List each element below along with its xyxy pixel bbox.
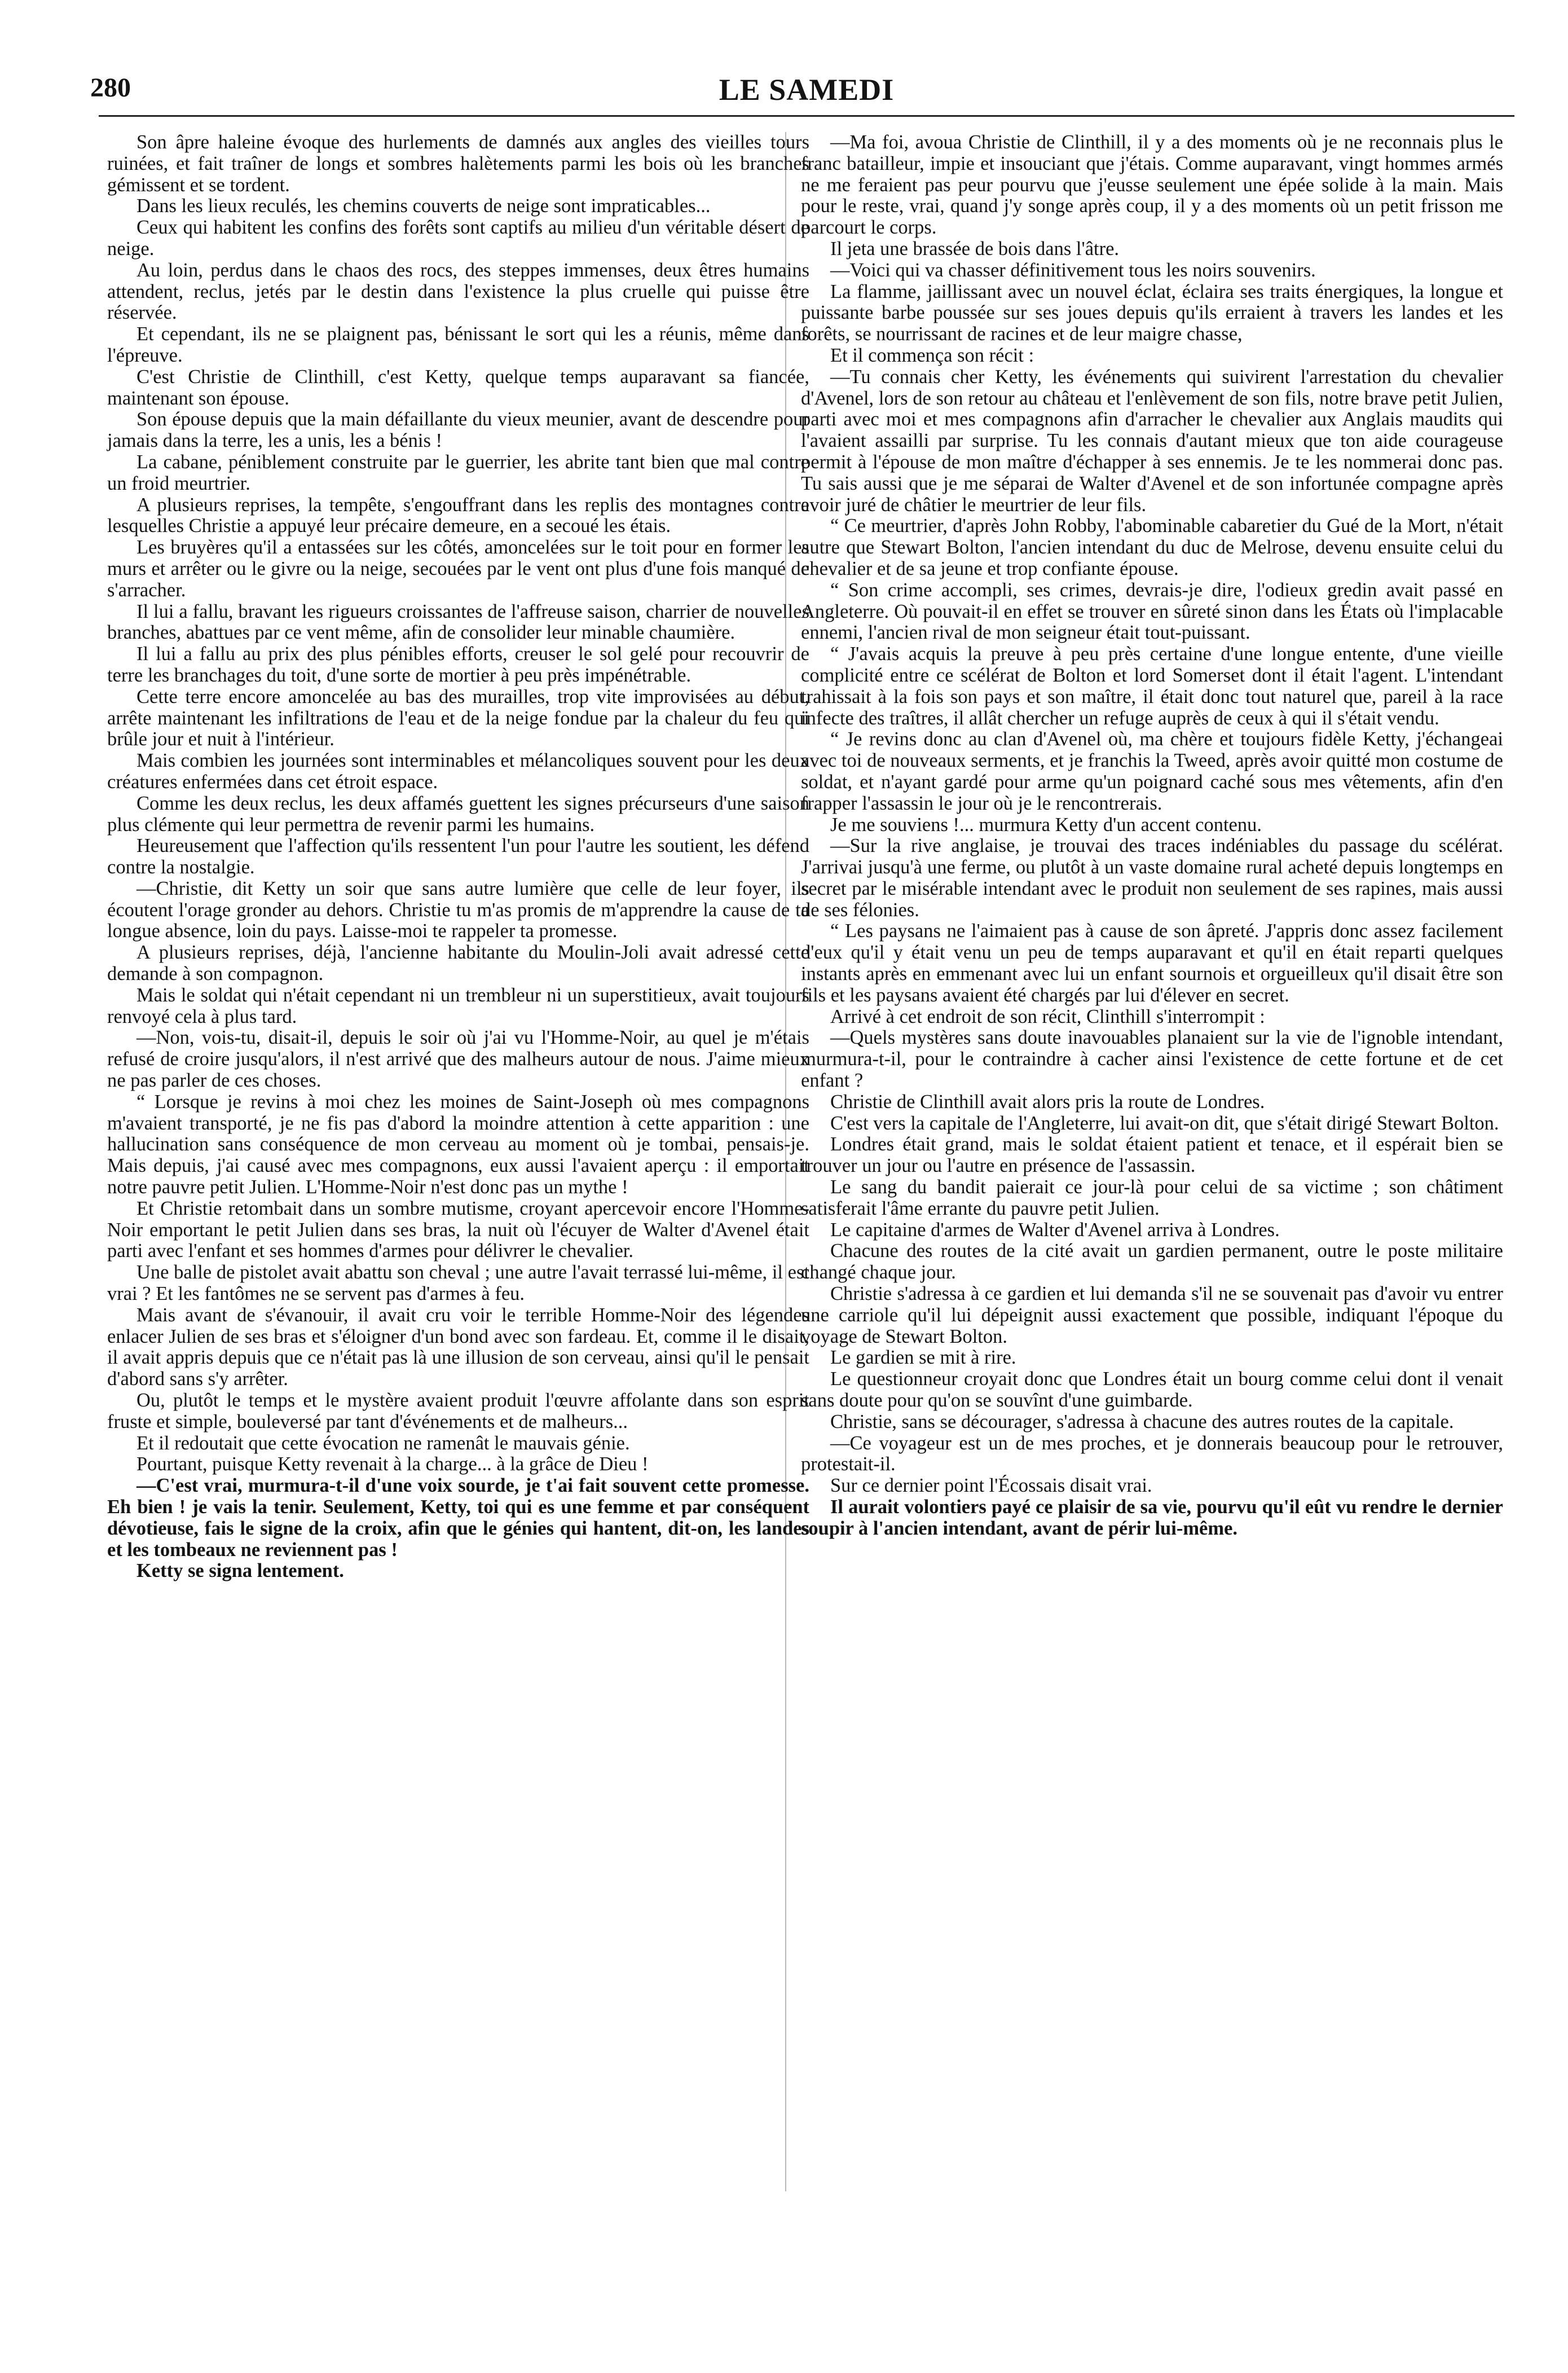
paragraph: Cette terre encore amoncelée au bas des murailles, trop vite improvisées au début, arrête maintenant les infiltrations de l'eau et de la neige fondue par la chaleur du feu qui brûle jour et nuit à l'intérieur. (107, 685, 809, 750)
paragraph: “ Ce meurtrier, d'après John Robby, l'abominable cabaretier du Gué de la Mort, n'était autre que Stewart Bolton, l'ancien intendant du duc de Melrose, devenu ensuite celui du chevalier et de sa jeune et trop confiante épouse. (801, 515, 1503, 579)
paragraph: Son âpre haleine évoque des hurlements de damnés aux angles des vieilles tours ruinées, et fait traîner de longs et sombres halètements parmi les bois où les branches gémissent et se tordent. (107, 131, 809, 196)
paragraph: La cabane, péniblement construite par le guerrier, les abrite tant bien que mal contre un froid meurtrier. (107, 451, 809, 494)
paragraph: Dans les lieux reculés, les chemins couverts de neige sont impraticables... (136, 195, 711, 217)
paragraph: —Ce voyageur est un de mes proches, et je donnerais beaucoup pour le retrouver, protestait-il. (801, 1432, 1503, 1475)
paragraph: Christie de Clinthill avait alors pris la route de Londres. (830, 1091, 1265, 1113)
paragraph: Pourtant, puisque Ketty revenait à la charge... à la grâce de Dieu ! (136, 1453, 649, 1475)
paragraph: Je me souviens !... murmura Ketty d'un accent contenu. (830, 814, 1262, 836)
paragraph: Ceux qui habitent les confins des forêts sont captifs au milieu d'un véritable désert de neige. (107, 217, 809, 260)
paragraph: —Ma foi, avoua Christie de Clinthill, il y a des moments où je ne reconnais plus le franc batailleur, impie et insouciant que j'étais. Comme auparavant, vingt hommes armés ne me feraient pas peur pourvu que j'eusse seulement une épée solide à la main. Mais pour le reste, vrai, quand j'y songe après coup, il y a des moments où un petit frisson me parcourt le corps. (801, 131, 1503, 239)
paragraph: Il lui a fallu, bravant les rigueurs croissantes de l'affreuse saison, charrier de nouvelles branches, abattues par ce vent même, afin de consolider leur minable chaumière. (107, 600, 809, 644)
paragraph: Les bruyères qu'il a entassées sur les côtés, amoncelées sur le toit pour en former les murs et arrêter ou le givre ou la neige, secouées par le vent ont plus d'une fois manqué de s'arracher. (107, 537, 809, 601)
paragraph: Au loin, perdus dans le chaos des rocs, des steppes immenses, deux êtres humains attendent, reclus, jetés par le destin dans l'existence la plus cruelle qui puisse être réservée. (107, 259, 809, 324)
paragraph: —Sur la rive anglaise, je trouvai des traces indéniables du passage du scélérat. J'arrivai jusqu'à une ferme, ou plutôt à un vaste domaine rural acheté depuis longtemps en secret par le misérable intendant avec le produit non seulement de ses rapines, mais aussi de ses félonies. (801, 835, 1503, 921)
journal-title: LE SAMEDI (719, 73, 895, 107)
right-column (801, 132, 1503, 1540)
paragraph: —Quels mystères sans doute inavouables planaient sur la vie de l'ignoble intendant, murmura-t-il, pour le contraindre à cacher ainsi l'existence de cette fortune et de cet enfant ? (801, 1027, 1503, 1092)
paragraph: Une balle de pistolet avait abattu son cheval ; une autre l'avait terrassé lui-même, il est vrai ? Et les fantômes ne se servent pas d'armes à feu. (107, 1262, 809, 1305)
paragraph: Il lui a fallu au prix des plus pénibles efforts, creuser le sol gelé pour recouvrir de terre les branchages du toit, d'une sorte de mortier à peu près impénétrable. (107, 643, 809, 686)
paragraph: —C'est vrai, murmura-t-il d'une voix sourde, je t'ai fait souvent cette promesse. Eh bien ! je vais la tenir. Seulement, Ketty, toi qui es une femme et par conséquent dévotieuse, fais le signe de la croix, afin que le génies qui hantent, dit-on, les landes et les tombeaux ne reviennent pas ! (107, 1475, 809, 1561)
paragraph: Mais le soldat qui n'était cependant ni un trembleur ni un superstitieux, avait toujours renvoyé cela à plus tard. (107, 984, 809, 1027)
paragraph: La flamme, jaillissant avec un nouvel éclat, éclaira ses traits énergiques, la longue et puissante barbe poussée sur ses joues depuis qu'ils erraient à travers les landes et les forêts, se nourrissant de racines et de leur maigre chasse, (801, 280, 1503, 345)
paragraph: A plusieurs reprises, déjà, l'ancienne habitante du Moulin-Joli avait adressé cette demande à son compagnon. (107, 942, 809, 985)
paragraph: Chacune des routes de la cité avait un gardien permanent, outre le poste militaire changé chaque jour. (801, 1240, 1503, 1284)
paragraph: C'est Christie de Clinthill, c'est Ketty, quelque temps auparavant sa fiancée, maintenant son épouse. (107, 366, 809, 409)
paragraph: Le gardien se mit à rire. (830, 1347, 1016, 1369)
paragraph: Le sang du bandit paierait ce jour-là pour celui de sa victime ; son châtiment satisferait l'âme errante du pauvre petit Julien. (801, 1176, 1503, 1219)
paragraph: Ketty se signa lentement. (136, 1560, 344, 1582)
paragraph: —Tu connais cher Ketty, les événements qui suivirent l'arrestation du chevalier d'Avenel, lors de son retour au château et l'enlèvement de son fils, notre brave petit Julien, parti avec moi et mes compagnons afin d'arracher le chevalier aux Anglais maudits qui l'avaient assailli par surprise. Tu les connais d'autant mieux que ton aide courageuse permit à l'épouse de mon maître d'échapper à ses ennemis. Je te les nommerai donc pas. Tu sais aussi que je me séparai de Walter d'Avenel et de son infortunée compagne après avoir juré de châtier le meurtrier de leur fils. (801, 366, 1503, 516)
paragraph: Et Christie retombait dans un sombre mutisme, croyant apercevoir encore l'Homme-Noir emportant le petit Julien dans ses bras, la nuit où l'écuyer de Walter d'Avenel était parti avec l'enfant et ses hommes d'armes pour délivrer le chevalier. (107, 1197, 809, 1262)
paragraph: C'est vers la capitale de l'Angleterre, lui avait-on dit, que s'était dirigé Stewart Bolton. (830, 1112, 1499, 1134)
paragraph: Comme les deux reclus, les deux affamés guettent les signes précurseurs d'une saison plus clémente qui leur permettra de revenir parmi les humains. (107, 792, 809, 836)
paragraph: Arrivé à cet endroit de son récit, Clinthill s'interrompit : (830, 1005, 1265, 1027)
paragraph: Christie s'adressa à ce gardien et lui demanda s'il ne se souvenait pas d'avoir vu entrer une carriole qu'il lui dépeignit aussi exactement que possible, indiquant l'époque du voyage de Stewart Bolton. (801, 1283, 1503, 1347)
paragraph: Et il redoutait que cette évocation ne ramenât le mauvais génie. (136, 1432, 630, 1454)
paragraph: Christie, sans se décourager, s'adressa à chacune des autres routes de la capitale. (830, 1410, 1454, 1432)
paragraph: Ou, plutôt le temps et le mystère avaient produit l'œuvre affolante dans son esprit fruste et simple, bouleversé par tant d'événements et de malheurs... (107, 1390, 809, 1432)
paragraph: Et il commença son récit : (830, 344, 1034, 366)
paragraph: —Non, vois-tu, disait-il, depuis le soir où j'ai vu l'Homme-Noir, au quel je m'étais refusé de croire jusqu'alors, il n'est arrivé que des malheurs autour de nous. J'aime mieux ne pas parler de ces choses. (107, 1027, 809, 1092)
paragraph: Le capitaine d'armes de Walter d'Avenel arriva à Londres. (830, 1219, 1280, 1241)
paragraph: “ Les paysans ne l'aimaient pas à cause de son âpreté. J'appris donc assez facilement d'eux qu'il y était venu un peu de temps auparavant et qu'il en était reparti quelques instants après en emmenant avec lui un enfant sournois et orgueilleux qu'il disait être son fils et les paysans avaient été chargés par lui d'élever en secret. (801, 920, 1503, 1006)
paragraph: “ Je revins donc au clan d'Avenel où, ma chère et toujours fidèle Ketty, j'échangeai avec toi de nouveaux serments, et je franchis la Tweed, après avoir quitté mon costume de soldat, et n'ayant gardé pour arme qu'un poignard caché sous mes vêtements, afin d'en frapper l'assassin le jour où je le rencontrerais. (801, 728, 1503, 814)
page-header (90, 72, 1523, 117)
paragraph: —Voici qui va chasser définitivement tous les noirs souvenirs. (830, 259, 1316, 281)
paragraph: Heureusement que l'affection qu'ils ressentent l'un pour l'autre les soutient, les défend contre la nostalgie. (107, 835, 809, 878)
paragraph: Londres était grand, mais le soldat étaient patient et tenace, et il espérait bien se trouver un jour ou l'autre en présence de l'assassin. (801, 1133, 1503, 1177)
paragraph: Sur ce dernier point l'Écossais disait vrai. (830, 1475, 1152, 1497)
paragraph: Et cependant, ils ne se plaignent pas, bénissant le sort qui les a réunis, même dans l'épreuve. (107, 323, 809, 366)
paragraph: Il jeta une brassée de bois dans l'âtre. (830, 238, 1120, 260)
column-divider (785, 132, 786, 2191)
paragraph: A plusieurs reprises, la tempête, s'engouffrant dans les replis des montagnes contre lesquelles Christie a appuyé leur précaire demeure, en a secoué les étais. (107, 494, 809, 537)
left-column (107, 132, 809, 1582)
paragraph: “ Son crime accompli, ses crimes, devrais-je dire, l'odieux gredin avait passé en Angleterre. Où pouvait-il en effet se trouver en sûreté sinon dans les États où l'implacable ennemi, l'ancien rival de mon seigneur était tout-puissant. (801, 579, 1503, 644)
header-rule (99, 115, 1514, 117)
paragraph: “ J'avais acquis la preuve à peu près certaine d'une longue entente, d'une vieille complicité entre ce scélérat de Bolton et lord Somerset dont il était l'agent. L'intendant trahissait à la fois son pays et son maître, il était donc tout naturel que, pareil à la race infecte des traîtres, il allât chercher un refuge auprès de ceux à qui il s'était vendu. (801, 643, 1503, 729)
paragraph: “ Lorsque je revins à moi chez les moines de Saint-Joseph où mes compagnons m'avaient transporté, je ne fis pas d'abord la moindre attention à cette apparition : une hallucination sans conséquence de mon cerveau au moment où je tombai, pensais-je. Mais depuis, j'ai causé avec mes compagnons, eux aussi l'avaient aperçu : il emportait notre pauvre petit Julien. L'Homme-Noir n'est donc pas un mythe ! (107, 1091, 809, 1198)
paragraph: Mais avant de s'évanouir, il avait cru voir le terrible Homme-Noir des légendes enlacer Julien de ses bras et s'éloigner d'un bond avec son fardeau. Et, comme il le disait, il avait appris depuis que ce n'était pas là une illusion de son cerveau, ainsi qu'il le pensait d'abord sans s'y arrêter. (107, 1304, 809, 1390)
paragraph: Il aurait volontiers payé ce plaisir de sa vie, pourvu qu'il eût vu rendre le dernier soupir à l'ancien intendant, avant de périr lui-même. (801, 1496, 1503, 1539)
page-number: 280 (90, 73, 131, 103)
paragraph: —Christie, dit Ketty un soir que sans autre lumière que celle de leur foyer, ils écoutent l'orage gronder au dehors. Christie tu m'as promis de m'apprendre la cause de ta longue absence, loin du pays. Laisse-moi te rappeler ta promesse. (107, 877, 809, 942)
paragraph: Mais combien les journées sont interminables et mélancoliques souvent pour les deux créatures enfermées dans cet étroit espace. (107, 750, 809, 793)
paragraph: Le questionneur croyait donc que Londres était un bourg comme celui dont il venait sans doute pour qu'on se souvînt d'une guimbarde. (801, 1368, 1503, 1412)
paragraph: Son épouse depuis que la main défaillante du vieux meunier, avant de descendre pour jamais dans la terre, les a unis, les a bénis ! (107, 408, 809, 452)
